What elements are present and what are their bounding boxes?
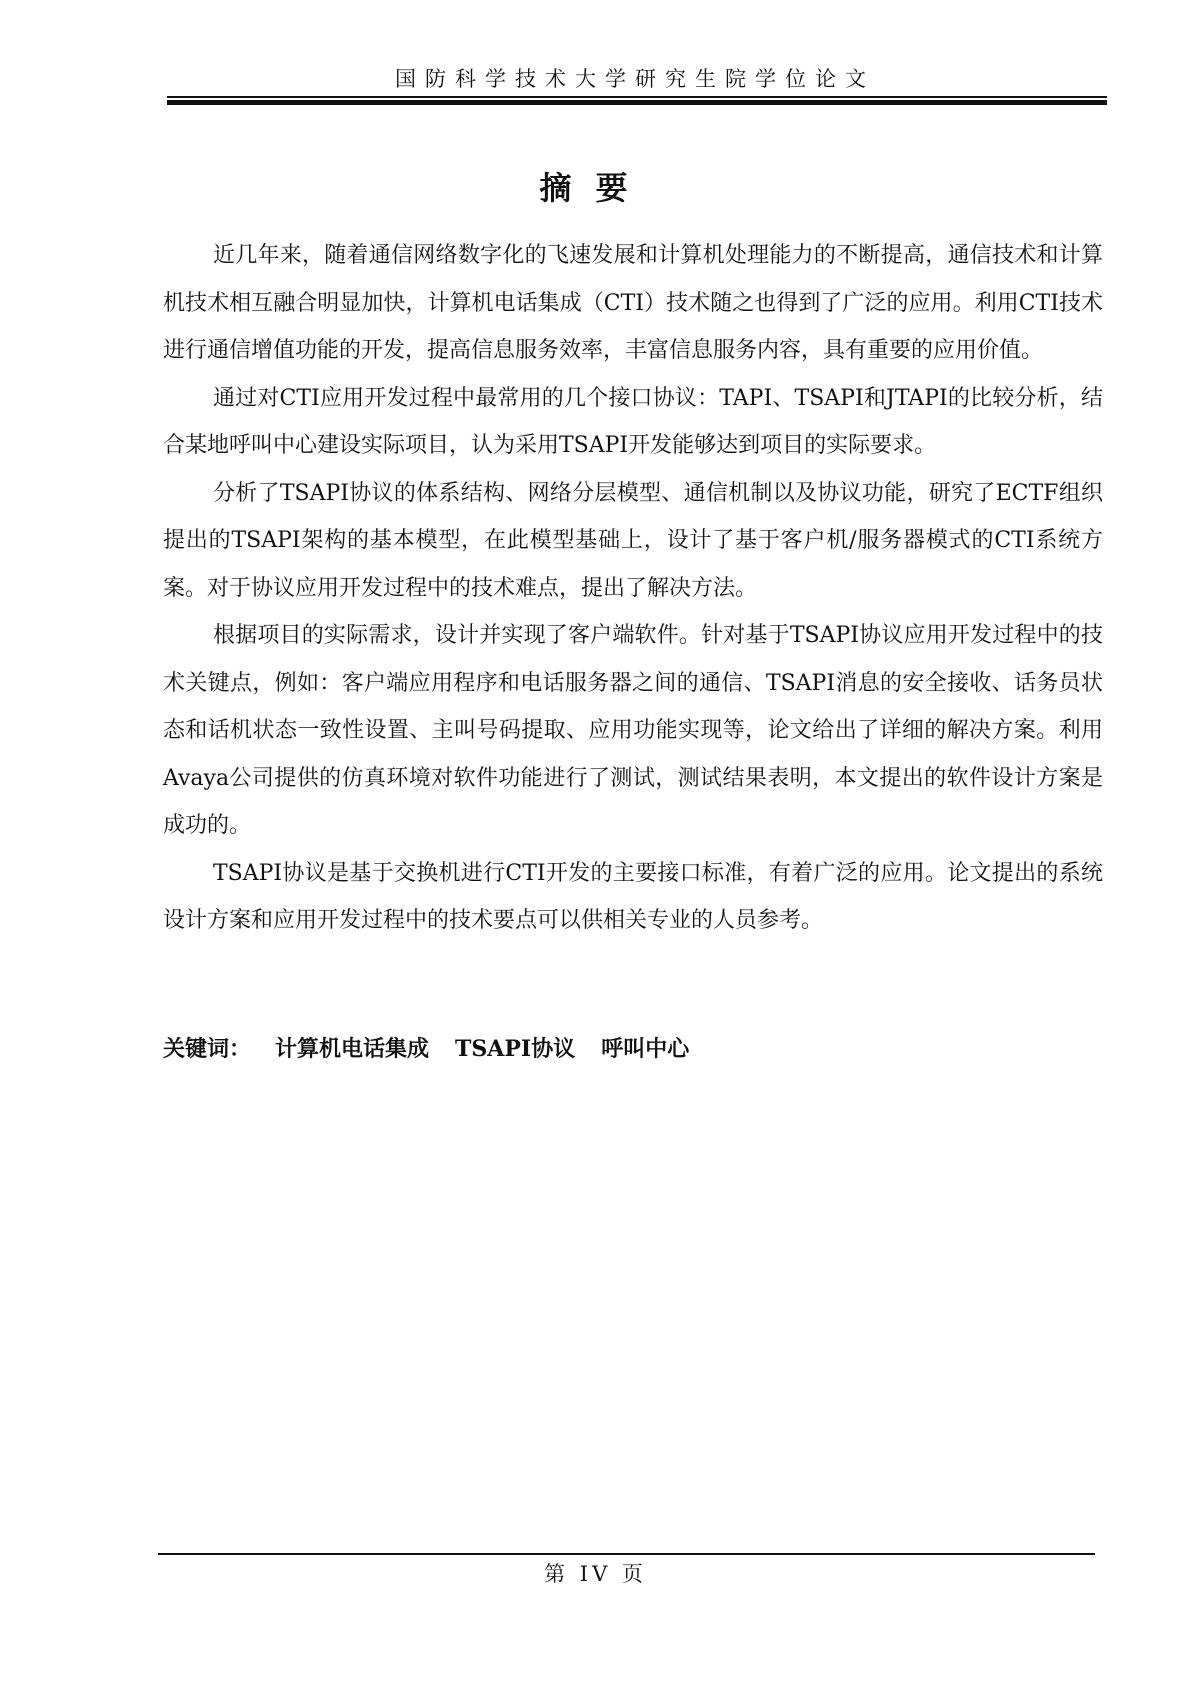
keyword-item: TSAPI协议 <box>455 1036 576 1062</box>
keywords-label: 关键词： <box>163 1036 252 1062</box>
abstract-body <box>163 232 1103 945</box>
footer-rule <box>158 1553 1095 1555</box>
running-header: 国防科学技术大学研究生院学位论文 <box>395 67 875 91</box>
abstract-paragraph-1: 近几年来，随着通信网络数字化的飞速发展和计算机处理能力的不断提高，通信技术和计算机技术相互融合明显加快，计算机电话集成（CTI）技术随之也得到了广泛的应用。利用CTI技术进行通信增值功能的开发，提高信息服务效率，丰富信息服务内容，具有重要的应用价值。 <box>163 243 1103 363</box>
header-rule-thin <box>167 96 1107 98</box>
abstract-paragraph-5: TSAPI协议是基于交换机进行CTI开发的主要接口标准，有着广泛的应用。论文提出的系统设计方案和应用开发过程中的技术要点可以供相关专业的人员参考。 <box>163 860 1103 933</box>
header-rule-thick <box>167 100 1107 105</box>
abstract-paragraph-4: 根据项目的实际需求，设计并实现了客户端软件。针对基于TSAPI协议应用开发过程中的技术关键点，例如：客户端应用程序和电话服务器之间的通信、TSAPI消息的安全接收、话务员状态和话机状态一致性设置、主叫号码提取、应用功能实现等，论文给出了详细的解决方案。利用Avaya公司提供的仿真环境对软件功能进行了测试，测试结果表明，本文提出的软件设计方案是成功的。 <box>163 623 1103 838</box>
keywords-line <box>163 1029 1103 1069</box>
page-number: 第 IV 页 <box>544 1562 647 1586</box>
keyword-item: 计算机电话集成 <box>275 1036 430 1062</box>
abstract-paragraph-2: 通过对CTI应用开发过程中最常用的几个接口协议：TAPI、TSAPI和JTAPI的比较分析，结合某地呼叫中心建设实际项目，认为采用TSAPI开发能够达到项目的实际要求。 <box>163 385 1103 458</box>
abstract-title: 摘要 <box>539 169 652 207</box>
keyword-item: 呼叫中心 <box>601 1036 690 1062</box>
abstract-paragraph-3: 分析了TSAPI协议的体系结构、网络分层模型、通信机制以及协议功能，研究了ECTF组织提出的TSAPI架构的基本模型，在此模型基础上，设计了基于客户机/服务器模式的CTI系统方案。对于协议应用开发过程中的技术难点，提出了解决方法。 <box>163 480 1103 601</box>
